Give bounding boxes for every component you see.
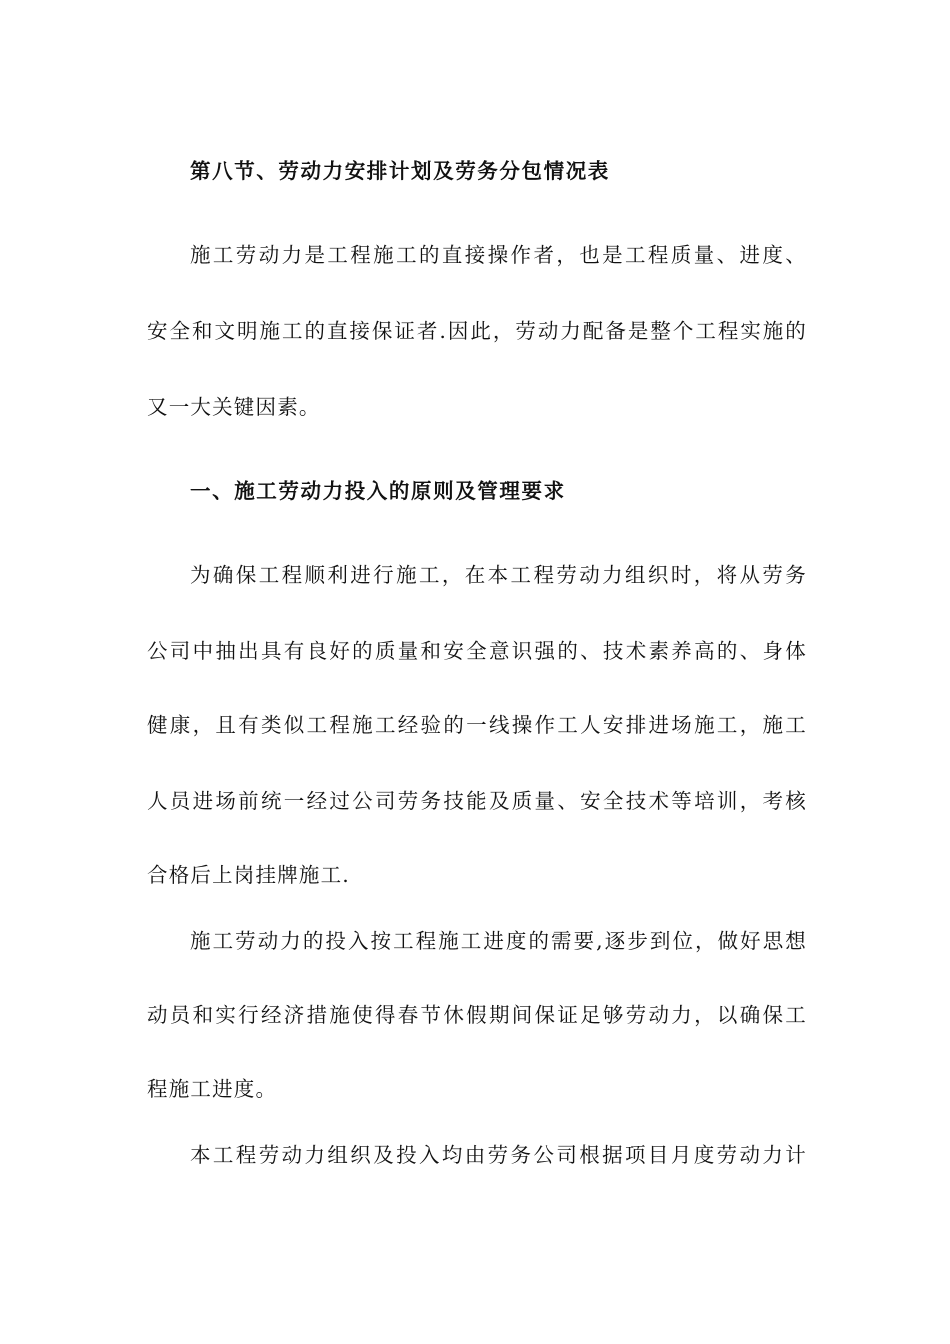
intro-line-3: 又一大关键因素。 (147, 395, 321, 419)
section-title: 第八节、劳动力安排计划及劳务分包情况表 (190, 159, 610, 183)
para2-line-3: 程施工进度。 (147, 1077, 278, 1101)
para2-line-2: 动员和实行经济措施使得春节休假期间保证足够劳动力，以确保工 (147, 1003, 807, 1027)
para1-line-3: 健康，且有类似工程施工经验的一线操作工人安排进场施工，施工 (147, 713, 807, 737)
para1-line-4: 人员进场前统一经过公司劳务技能及质量、安全技术等培训，考核 (147, 789, 807, 813)
para1-line-1: 为确保工程顺利进行施工，在本工程劳动力组织时，将从劳务 (190, 563, 807, 587)
para1-line-5: 合格后上岗挂牌施工. (147, 863, 351, 887)
para2-line-1: 施工劳动力的投入按工程施工进度的需要,逐步到位，做好思想 (190, 929, 807, 953)
intro-line-2: 安全和文明施工的直接保证者.因此，劳动力配备是整个工程实施的 (147, 319, 807, 343)
para1-line-2: 公司中抽出具有良好的质量和安全意识强的、技术素养高的、身体 (147, 639, 807, 663)
intro-line-1: 施工劳动力是工程施工的直接操作者，也是工程质量、进度、 (190, 243, 807, 267)
para3-line-1: 本工程劳动力组织及投入均由劳务公司根据项目月度劳动力计 (190, 1143, 807, 1167)
subsection-title: 一、施工劳动力投入的原则及管理要求 (190, 479, 566, 503)
